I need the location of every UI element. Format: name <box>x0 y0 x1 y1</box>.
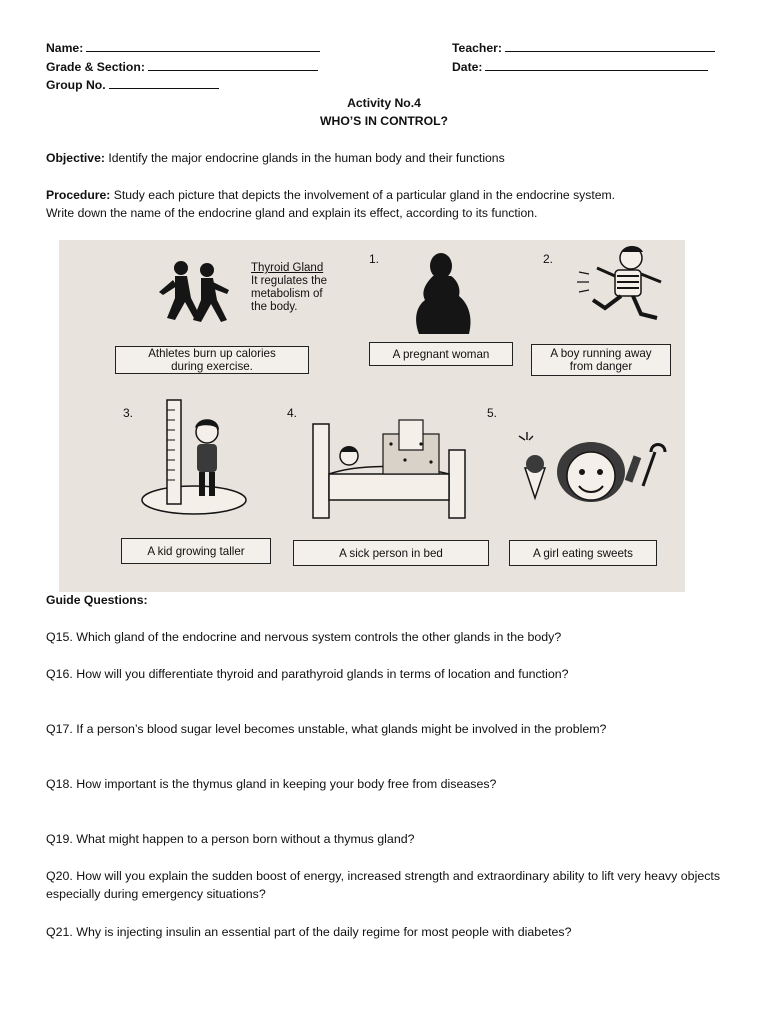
kid-growing-drawing <box>139 396 249 516</box>
question-q21: Q21. Why is injecting insulin an essential part of the daily regime for most people with diabetes? <box>46 925 572 939</box>
activity-title: WHO’S IN CONTROL? <box>320 114 448 128</box>
caption-kid-growing-text: A kid growing taller <box>147 544 245 558</box>
objective <box>46 151 505 165</box>
athletes-drawing <box>145 258 235 328</box>
sick-person-drawing <box>309 410 473 522</box>
caption-athletes <box>115 346 309 374</box>
caption-pregnant-woman-text: A pregnant woman <box>392 347 490 361</box>
grade-section-blank[interactable] <box>148 59 318 71</box>
date-field[interactable] <box>452 59 708 74</box>
group-blank[interactable] <box>109 77 219 89</box>
example-line-3: the body. <box>251 301 298 313</box>
name-field[interactable] <box>46 40 320 55</box>
girl-eating-sweets-drawing <box>511 428 675 520</box>
caption-sick-person-text: A sick person in bed <box>339 546 443 560</box>
guide-questions-label: Guide Questions: <box>46 593 148 607</box>
teacher-blank[interactable] <box>505 40 715 52</box>
question-q17: Q17. If a person’s blood sugar level becomes unstable, what glands might be involved in the problem? <box>46 722 607 736</box>
caption-athletes-line-1: Athletes burn up calories <box>148 347 276 360</box>
date-label: Date: <box>452 60 483 74</box>
caption-sick-person <box>293 540 489 566</box>
objective-label: Objective: <box>46 151 105 165</box>
caption-pregnant-woman <box>369 342 513 366</box>
caption-kid-growing <box>121 538 271 564</box>
caption-running-boy-line-2: from danger <box>569 360 633 373</box>
group-label: Group No. <box>46 78 106 92</box>
caption-running-boy-line-1: A boy running away <box>550 347 652 360</box>
panel-3-number: 3. <box>123 406 134 420</box>
question-q16: Q16. How will you differentiate thyroid and parathyroid glands in terms of location and function? <box>46 667 569 681</box>
caption-girl-sweets <box>509 540 657 566</box>
teacher-field[interactable] <box>452 40 715 55</box>
objective-text: Identify the major endocrine glands in the human body and their functions <box>108 151 505 165</box>
caption-girl-sweets-text: A girl eating sweets <box>533 546 633 560</box>
caption-athletes-line-2: during exercise. <box>171 360 253 373</box>
example-line-2: metabolism of <box>251 288 323 300</box>
name-blank[interactable] <box>86 40 320 52</box>
panel-5-number: 5. <box>487 406 498 420</box>
grade-section-label: Grade & Section: <box>46 60 145 74</box>
activity-number: Activity No.4 <box>347 96 421 110</box>
group-field[interactable] <box>46 77 219 92</box>
pregnant-woman-drawing <box>399 248 479 336</box>
procedure-line-2: Write down the name of the endocrine gland and explain its effect, according to its function. <box>46 206 538 220</box>
panel-1-number: 1. <box>369 252 380 266</box>
procedure <box>46 188 615 202</box>
question-q19: Q19. What might happen to a person born without a thymus gland? <box>46 832 415 846</box>
question-q18: Q18. How important is the thymus gland in keeping your body free from diseases? <box>46 777 497 791</box>
running-boy-drawing <box>569 242 673 328</box>
question-q20: Q20. How will you explain the sudden boost of energy, increased strength and extraordinary ability to lift very heavy objects especially during emergency situations? <box>46 869 721 901</box>
example-gland-name: Thyroid Gland <box>251 262 324 274</box>
endocrine-illustration <box>59 240 685 592</box>
question-q15: Q15. Which gland of the endocrine and nervous system controls the other glands in the body? <box>46 630 562 644</box>
caption-running-boy <box>531 344 671 376</box>
procedure-label: Procedure: <box>46 188 111 202</box>
procedure-line-1: Study each picture that depicts the involvement of a particular gland in the endocrine system. <box>113 188 616 202</box>
panel-4-number: 4. <box>287 406 298 420</box>
name-label: Name: <box>46 41 84 55</box>
date-blank[interactable] <box>485 59 708 71</box>
teacher-label: Teacher: <box>452 41 502 55</box>
example-line-1: It regulates the <box>251 275 328 287</box>
panel-2-number: 2. <box>543 252 554 266</box>
grade-section-field[interactable] <box>46 59 318 74</box>
